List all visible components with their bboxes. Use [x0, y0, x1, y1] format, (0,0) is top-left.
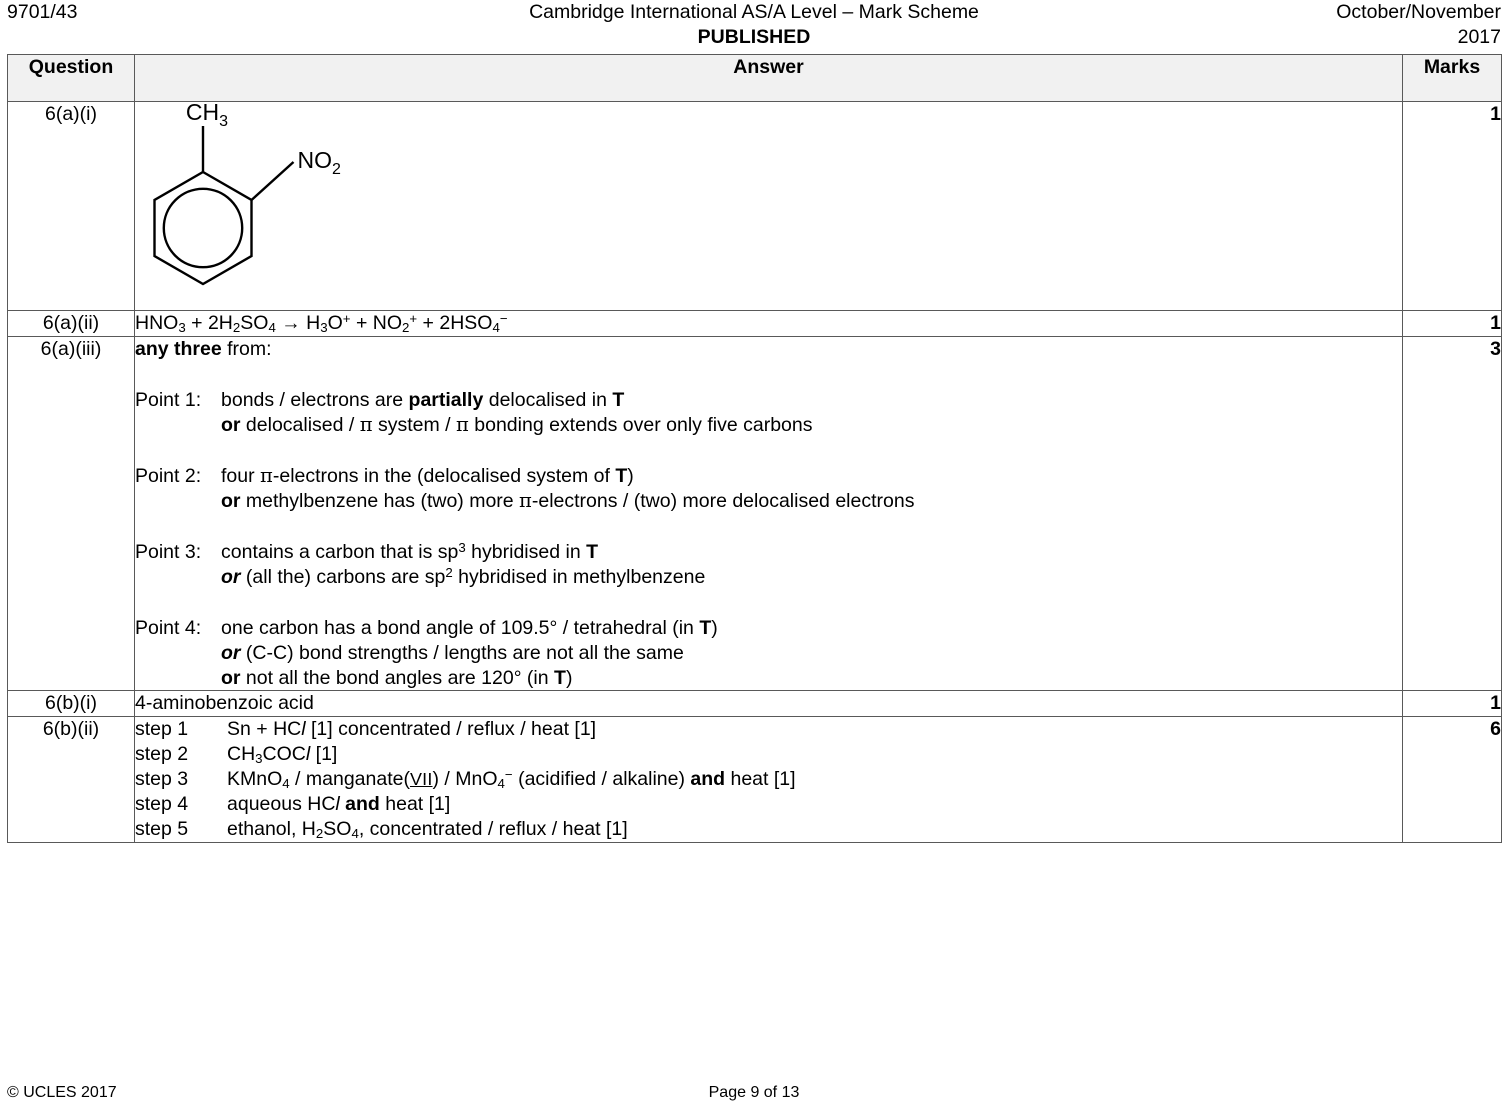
published-label: PUBLISHED — [697, 26, 811, 48]
table-row — [8, 311, 1502, 337]
column-header-marks: Marks — [1403, 55, 1502, 102]
page-number: Page 9 of 13 — [708, 1084, 800, 1101]
point-text: or methylbenzene has (two) more π-electrons / (two) more delocalised electrons — [221, 488, 915, 512]
nitration-equation: $HNO_3 + 2H_2SO_4 \to H_3O^+ + NO_2^+ + 2HSO_4^-$ — [135, 311, 508, 335]
step-reagents: KMnO$_4$ / manganate(VII) / MnO$_4$− (acidified / alkaline) and heat [1] — [227, 767, 796, 792]
point-text: contains a carbon that is $sp^3$ hybridised in T — [221, 539, 599, 563]
step-row — [135, 717, 1402, 742]
point-text: one carbon has a bond angle of 109.5° / tetrahedral (in T) — [221, 616, 718, 639]
structure-2-nitromethylbenzene — [135, 102, 465, 310]
point-row — [135, 540, 1402, 565]
point-label: Point 4: — [135, 616, 202, 639]
point-alternative-row — [135, 565, 1402, 590]
label-methyl: $CH_3$ — [185, 102, 229, 130]
point-text: or (C-C) bond strengths / lengths are not all the same — [221, 641, 684, 664]
step-row — [135, 742, 1402, 767]
point-alternative-row — [135, 413, 1402, 438]
point-label: Point 1: — [135, 388, 202, 411]
table-header-row — [8, 55, 1502, 102]
exam-title: Cambridge International AS/A Level – Mark Scheme — [529, 1, 979, 23]
table-row — [8, 717, 1502, 843]
step-row — [135, 817, 1402, 842]
bond-to-nitro — [251, 162, 293, 200]
paper-code: 9701/43 — [7, 1, 78, 23]
point-alternative-row — [135, 489, 1402, 514]
step-reagents: $CH_3COCl$ [1] — [227, 743, 338, 767]
vertical-gap — [135, 514, 1402, 540]
lead-bold: any three — [135, 337, 222, 360]
question-number-cell: 6(b)(ii) — [8, 717, 135, 843]
point-alternative-row — [135, 666, 1402, 691]
point-label — [135, 641, 221, 666]
step-reagents: ethanol, $H_2SO_4$, concentrated / reflux / heat [1] — [227, 818, 628, 842]
question-number-cell: 6(a)(i) — [8, 102, 135, 311]
marks-cell: 1 — [1403, 691, 1502, 717]
step-label: step 1 — [135, 718, 189, 741]
step-label: step 4 — [135, 793, 189, 816]
point-row — [135, 616, 1402, 641]
point-label — [135, 666, 221, 691]
header-title-block — [7, 0, 1501, 50]
marks-cell: 6 — [1403, 717, 1502, 843]
synthesis-steps — [135, 717, 1402, 842]
session-month: October/November — [1336, 1, 1501, 23]
table-body — [8, 102, 1502, 843]
point-label: Point 3: — [135, 540, 202, 563]
step-reagents: Sn + HCl [1] concentrated / reflux / heat [1] — [227, 718, 597, 741]
exam-session — [1336, 0, 1501, 50]
mark-scheme-table — [7, 54, 1502, 843]
point-alternative-row — [135, 641, 1402, 666]
answer-text: 4-aminobenzoic acid — [135, 692, 314, 715]
step-label: step 2 — [135, 743, 189, 766]
answer-cell — [135, 336, 1403, 691]
table-row — [8, 691, 1502, 717]
any-three-lead: any three from: — [135, 337, 272, 360]
step-label: step 5 — [135, 818, 189, 841]
point-label: Point 2: — [135, 464, 202, 487]
answer-cell — [135, 102, 1403, 311]
session-year: 2017 — [1457, 26, 1501, 48]
point-text: or delocalised / π system / π bonding extends over only five carbons — [221, 412, 813, 436]
answer-cell — [135, 717, 1403, 843]
point-text: or (all the) carbons are $sp^2$ hybridised in methylbenzene — [221, 564, 706, 588]
step-reagents: aqueous HCl and heat [1] — [227, 793, 451, 816]
question-number-cell: 6(b)(i) — [8, 691, 135, 717]
column-header-question: Question — [8, 55, 135, 102]
point-label — [135, 489, 221, 514]
table-row — [8, 336, 1502, 691]
point-text: bonds / electrons are partially delocalised in T — [221, 388, 625, 411]
answer-cell — [135, 691, 1403, 717]
vertical-gap — [135, 438, 1402, 464]
step-label: step 3 — [135, 768, 189, 791]
vertical-gap — [135, 590, 1402, 616]
question-number-cell: 6(a)(iii) — [8, 336, 135, 691]
marks-cell: 3 — [1403, 336, 1502, 691]
point-row — [135, 464, 1402, 489]
label-nitro: $NO_2$ — [297, 147, 341, 178]
point-text: four π-electrons in the (delocalised system of T) — [221, 463, 634, 487]
delocalisation-circle — [164, 189, 242, 267]
step-row — [135, 792, 1402, 817]
step-row — [135, 767, 1402, 792]
column-header-answer: Answer — [135, 55, 1403, 102]
table-row — [8, 102, 1502, 311]
question-number-cell: 6(a)(ii) — [8, 311, 135, 337]
vertical-gap — [135, 362, 1402, 388]
point-text: or not all the bond angles are 120° (in T) — [221, 666, 573, 689]
answer-cell — [135, 311, 1403, 337]
copyright-notice: © UCLES 2017 — [7, 1084, 117, 1101]
document-footer — [7, 1084, 1501, 1108]
point-label — [135, 413, 221, 438]
point-row — [135, 388, 1402, 413]
marks-cell: 1 — [1403, 102, 1502, 311]
point-label — [135, 565, 221, 590]
marks-cell: 1 — [1403, 311, 1502, 337]
document-header — [7, 0, 1501, 50]
